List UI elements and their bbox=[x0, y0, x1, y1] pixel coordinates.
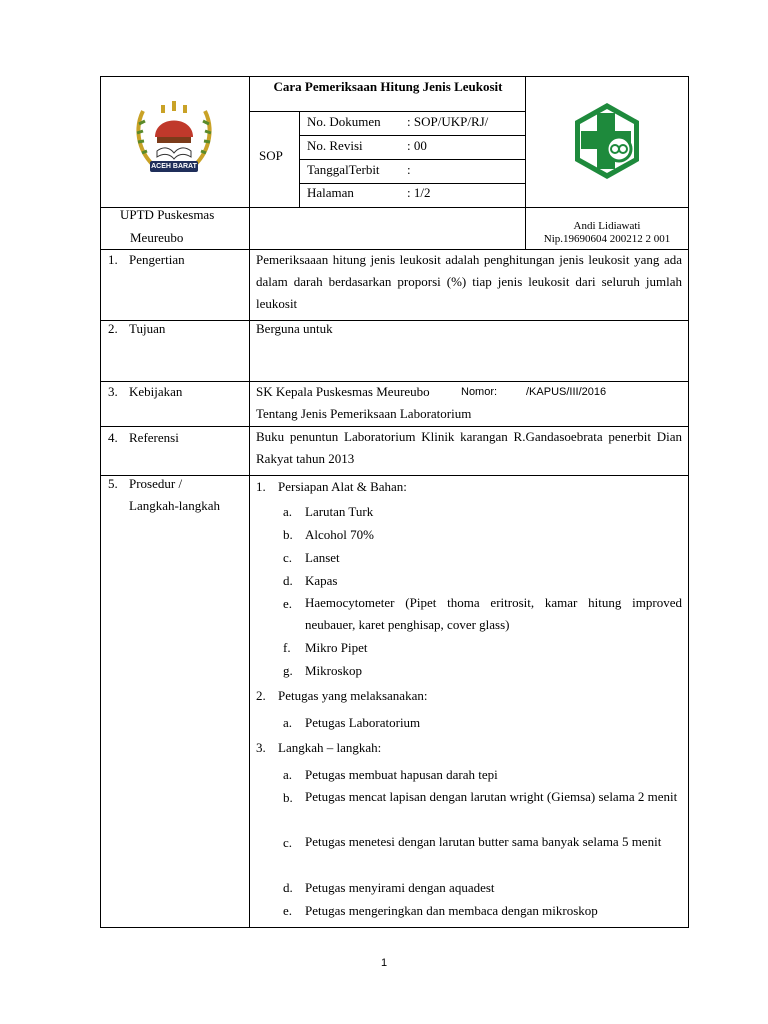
meta-label-halaman: Halaman bbox=[307, 185, 354, 200]
meta-value-no-revisi: : 00 bbox=[407, 138, 427, 153]
list-marker: c. bbox=[283, 835, 293, 850]
section2-number: 2. bbox=[256, 688, 266, 703]
list-item: Petugas mengeringkan dan membaca dengan mikroskop bbox=[305, 903, 598, 918]
document-title: Cara Pemeriksaan Hitung Jenis Leukosit bbox=[273, 79, 503, 94]
section1-number: 1. bbox=[256, 479, 266, 494]
section1-title: Persiapan Alat & Bahan: bbox=[278, 479, 407, 494]
page-number: 1 bbox=[380, 957, 388, 969]
signer-name: Andi Lidiawati bbox=[573, 220, 641, 232]
meta-label-no-dokumen: No. Dokumen bbox=[307, 114, 381, 129]
meta-value-no-dokumen: : SOP/UKP/RJ/ bbox=[407, 114, 489, 129]
section3-number: 3. bbox=[256, 740, 266, 755]
list-item: Kapas bbox=[305, 573, 338, 588]
row-num-prosedur: 5. bbox=[108, 476, 118, 491]
meta-label-tanggal-terbit: TanggalTerbit bbox=[307, 162, 380, 177]
list-marker: a. bbox=[283, 504, 293, 519]
row-num-kebijakan: 3. bbox=[108, 384, 118, 399]
kebijakan-line1-text: SK Kepala Puskesmas Meureubo bbox=[256, 384, 430, 399]
section2-title: Petugas yang melaksanakan: bbox=[278, 688, 428, 703]
row-num-pengertian: 1. bbox=[108, 252, 118, 267]
aceh-barat-logo bbox=[133, 97, 215, 179]
list-marker: a. bbox=[283, 715, 293, 730]
list-item: Lanset bbox=[305, 550, 340, 565]
section3-title: Langkah – langkah: bbox=[278, 740, 382, 755]
kebijakan-line2-text: Tentang Jenis Pemeriksaan Laboratorium bbox=[256, 406, 472, 421]
puskesmas-logo bbox=[567, 101, 647, 181]
meta-value-halaman: : 1/2 bbox=[407, 185, 431, 200]
list-item: Petugas Laboratorium bbox=[305, 715, 421, 730]
row-label-kebijakan: Kebijakan bbox=[129, 384, 183, 399]
row-text-tujuan: Berguna untuk bbox=[256, 321, 333, 336]
row-text-pengertian: Pemeriksaaan hitung jenis leukosit adalah penghitungan jenis leukosit yang ada dalam darah berdasarkan proporsi (%) tiap jenis leukosit dari seluruh jumlah leukosit bbox=[256, 252, 682, 311]
list-marker: d. bbox=[283, 573, 293, 588]
kebijakan-nomor-value: /KAPUS/III/2016 bbox=[526, 386, 607, 398]
meta-value-tanggal-terbit: : bbox=[407, 162, 411, 177]
list-marker: d. bbox=[283, 880, 293, 895]
list-item: Larutan Turk bbox=[305, 504, 374, 519]
list-item: Petugas menyirami dengan aquadest bbox=[305, 880, 495, 895]
list-item: Haemocytometer (Pipet thoma eritrosit, kamar hitung improved neubauer, karet penghisap, cover glass) bbox=[305, 595, 682, 632]
list-marker: a. bbox=[283, 767, 293, 782]
row-label-tujuan: Tujuan bbox=[129, 321, 166, 336]
row-label-pengertian: Pengertian bbox=[129, 252, 185, 267]
list-item: Petugas menetesi dengan larutan butter sama banyak selama 5 menit bbox=[305, 834, 662, 849]
logo-ribbon-text: ACEH BARAT bbox=[151, 163, 197, 170]
row-label-prosedur-2: Langkah-langkah bbox=[129, 498, 220, 513]
meta-label-no-revisi: No. Revisi bbox=[307, 138, 363, 153]
kebijakan-nomor-label: Nomor: bbox=[461, 386, 498, 398]
list-marker: e. bbox=[283, 903, 293, 918]
row-label-referensi: Referensi bbox=[129, 430, 179, 445]
row-num-tujuan: 2. bbox=[108, 321, 118, 336]
row-text-referensi: Buku penuntun Laboratorium Klinik karangan R.Gandasoebrata penerbit Dian Rakyat tahun 2013 bbox=[256, 429, 682, 466]
list-marker: c. bbox=[283, 550, 293, 565]
org-name-line2: Meureubo bbox=[130, 230, 184, 245]
row-label-prosedur-1: Prosedur / bbox=[129, 476, 183, 491]
list-item: Mikroskop bbox=[305, 663, 363, 678]
list-item: Mikro Pipet bbox=[305, 640, 368, 655]
sop-label: SOP bbox=[259, 148, 283, 163]
list-marker: b. bbox=[283, 790, 293, 805]
list-item: Alcohol 70% bbox=[305, 527, 374, 542]
org-name-line1: UPTD Puskesmas bbox=[120, 207, 215, 222]
list-marker: e. bbox=[283, 596, 293, 611]
list-item: Petugas mencat lapisan dengan larutan wright (Giemsa) selama 2 menit bbox=[305, 789, 678, 804]
row-num-referensi: 4. bbox=[108, 430, 118, 445]
list-item: Petugas membuat hapusan darah tepi bbox=[305, 767, 498, 782]
list-marker: f. bbox=[283, 640, 291, 655]
list-marker: g. bbox=[283, 663, 293, 678]
signer-nip: Nip.19690604 200212 2 001 bbox=[543, 233, 671, 245]
list-marker: b. bbox=[283, 527, 293, 542]
